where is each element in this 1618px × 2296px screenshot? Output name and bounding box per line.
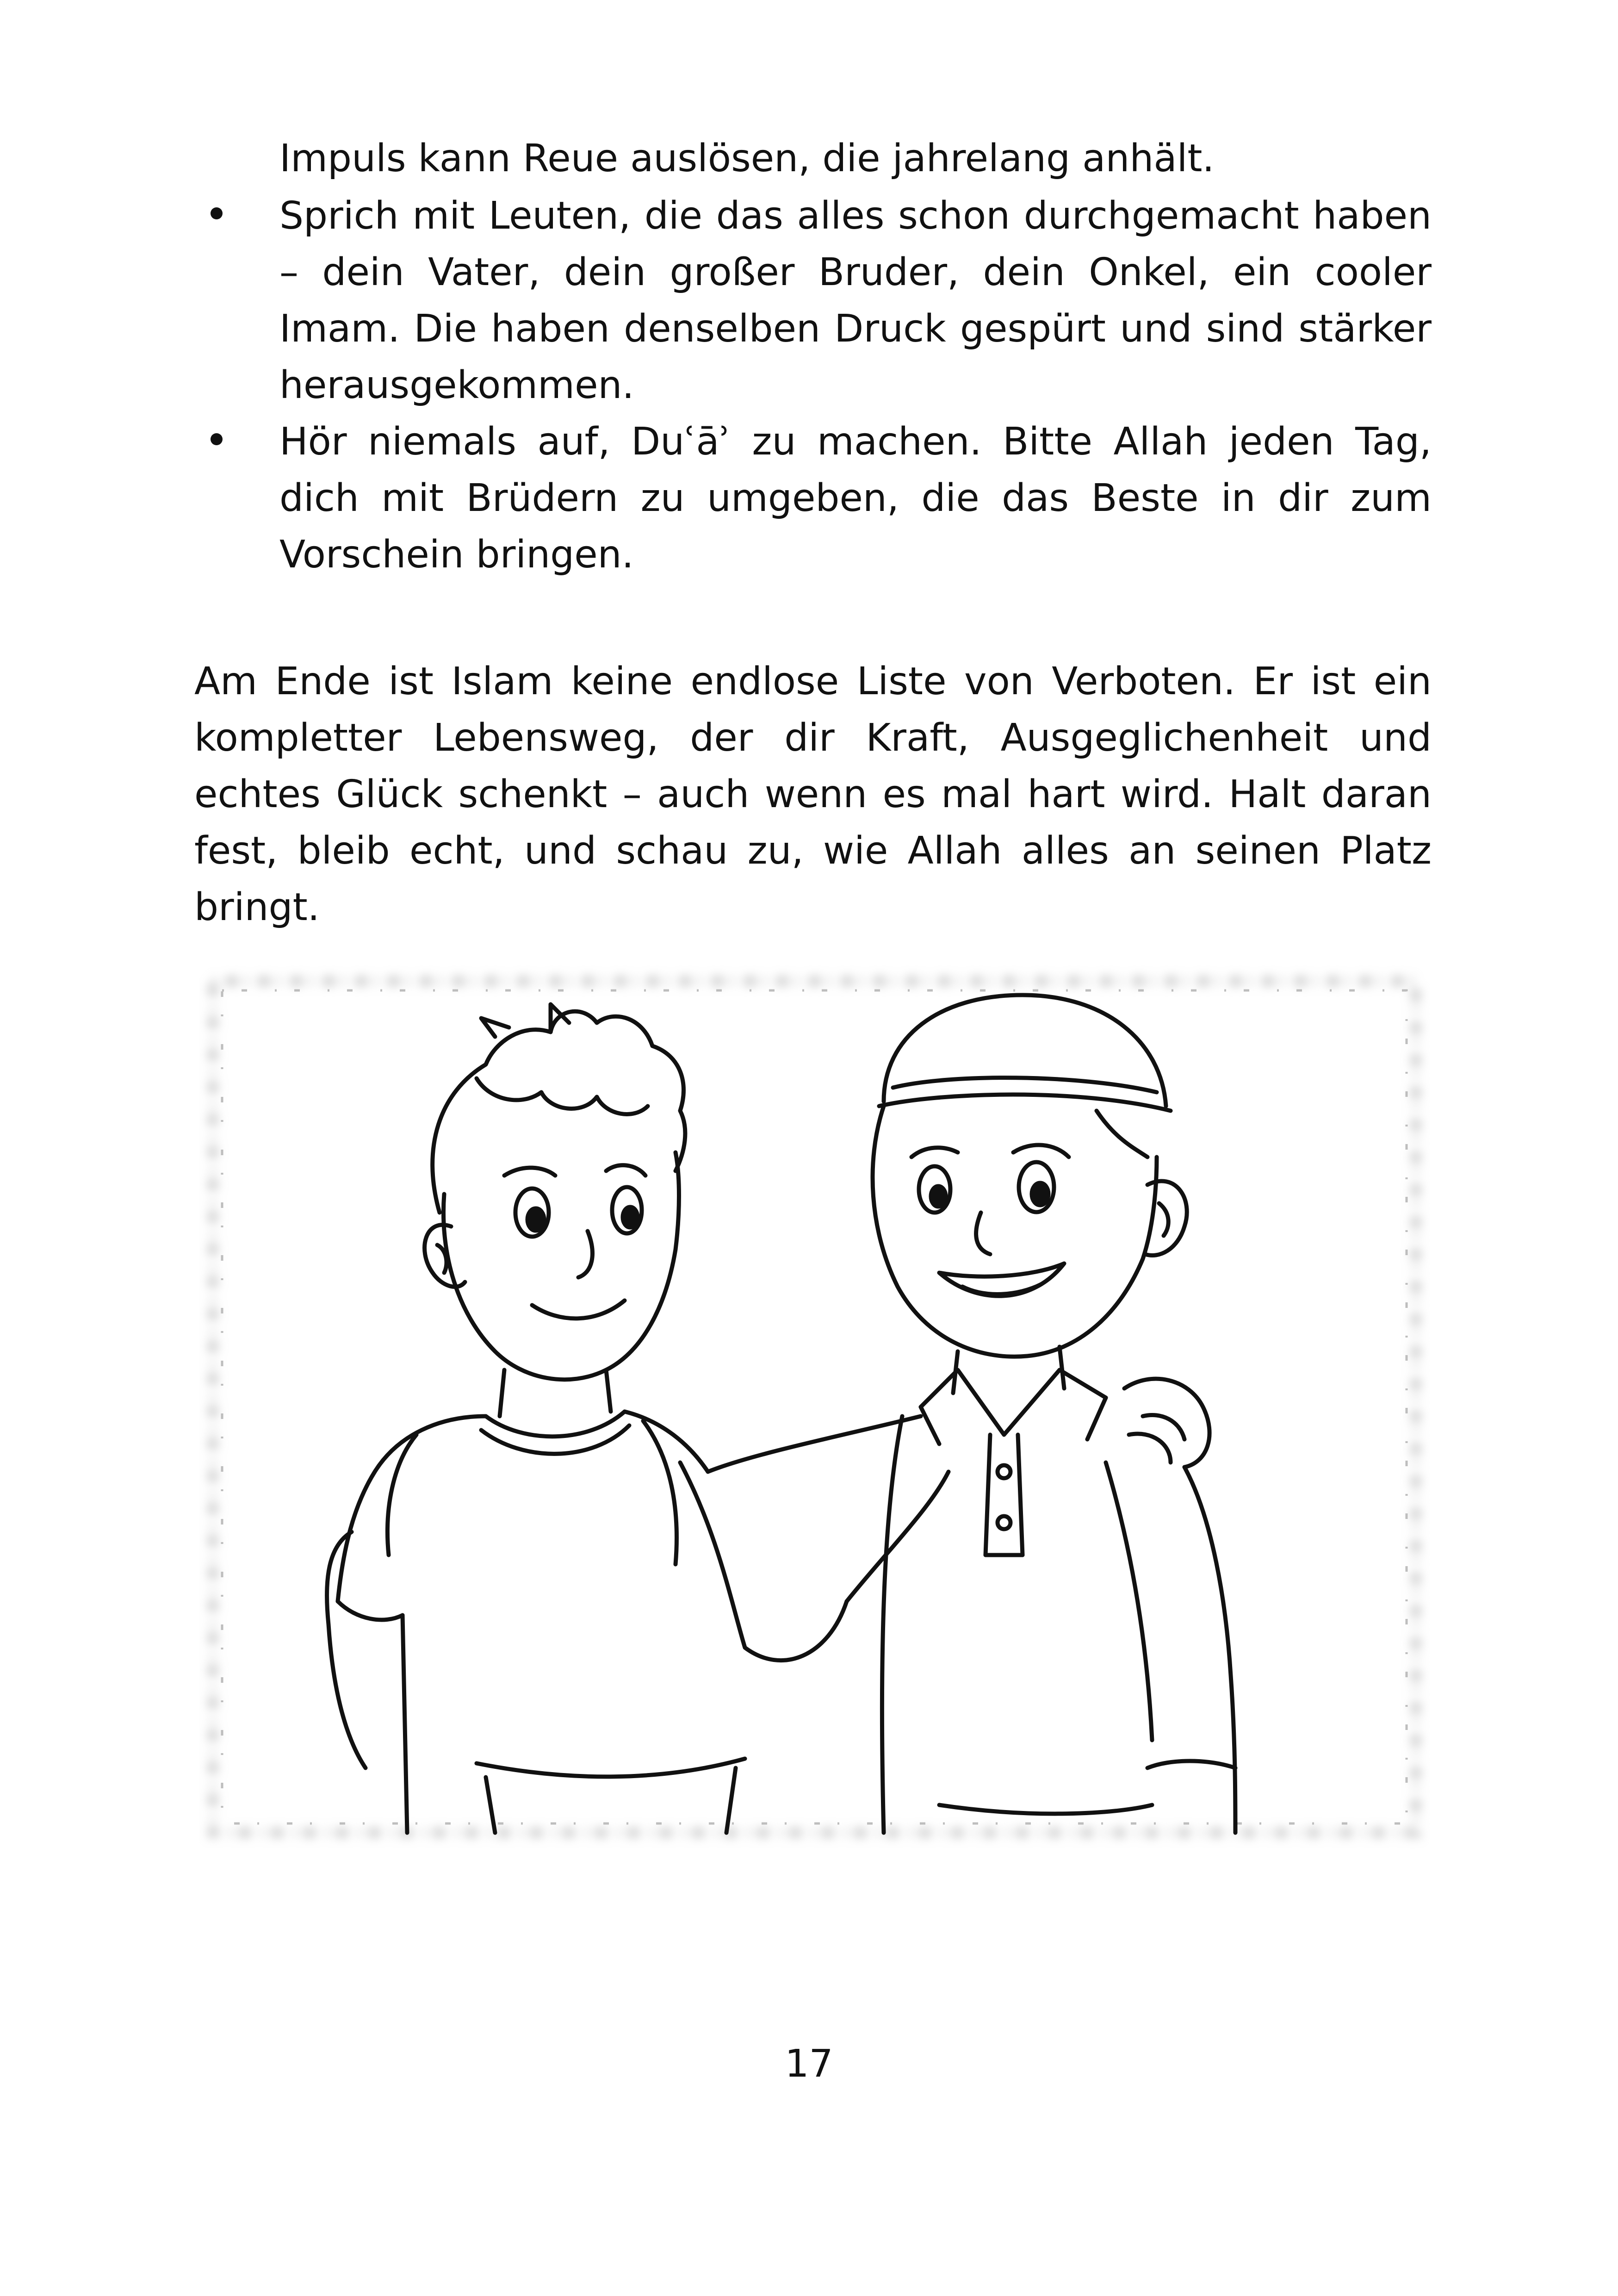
right-boy: [873, 995, 1235, 1833]
closing-paragraph: Am Ende ist Islam keine endlose Liste von Verboten. Er ist ein kompletter Lebensweg, der dir Kraft, Ausgeglichenheit und echtes Glück schenkt – auch wenn es mal hart wird. Halt daran fest, bleib echt, und schau zu, wie Allah alles an seinen Platz bringt.: [194, 660, 1432, 929]
frame-border: [213, 981, 1416, 1833]
bullet-icon: [211, 207, 223, 219]
bullet-item: [0, 188, 1618, 414]
bullet-icon: [211, 433, 223, 445]
left-boy: [327, 1004, 948, 1833]
line-art-image: [199, 953, 1430, 1860]
bullet-item: [0, 414, 1618, 583]
bullet-text: Sprich mit Leuten, die das alles schon durchgemacht haben – dein Vater, dein großer Bruder, dein Onkel, ein cooler Imam. Die haben denselben Druck gespürt und sind stärker herausgekommen.: [279, 194, 1432, 407]
bullet-list: [0, 188, 1618, 583]
bullet-text: Hör niemals auf, Duʿāʾ zu machen. Bitte Allah jeden Tag, dich mit Brüdern zu umgeben, die das Beste in dir zum Vorschein bringen.: [279, 420, 1432, 577]
page-number: 17: [785, 2042, 833, 2086]
two-boys-illustration: [199, 953, 1430, 1860]
continued-bullet-text: Impuls kann Reue auslösen, die jahrelang anhält.: [279, 137, 1215, 180]
